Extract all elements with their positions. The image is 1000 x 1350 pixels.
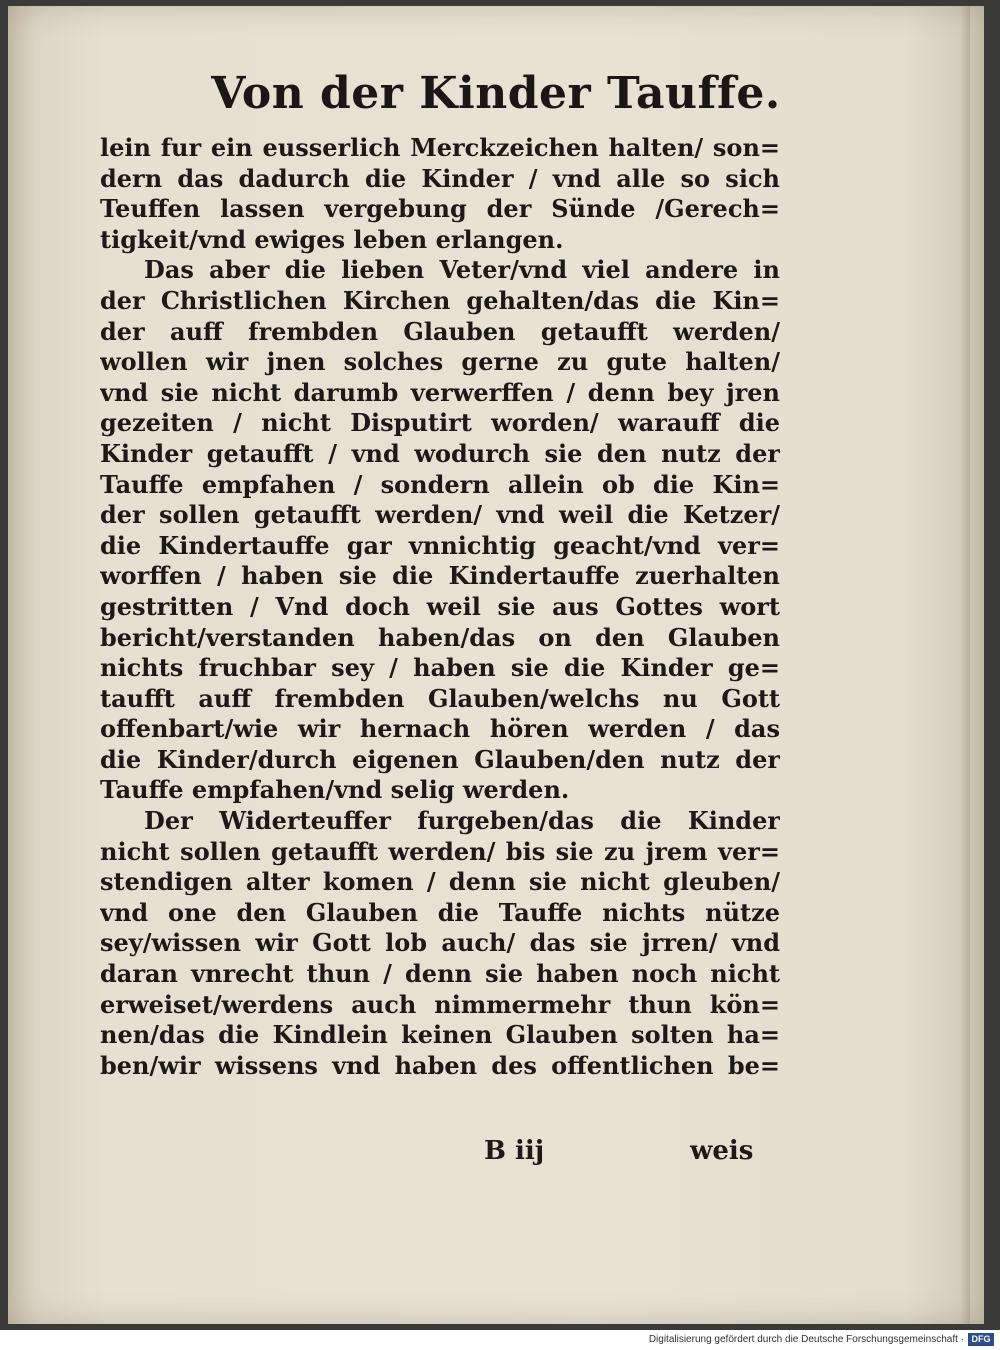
- text-line-14: die Kindertauffe gar vnnichtig geacht/vnd ver=: [100, 530, 780, 560]
- text-line-25: stendigen alter komen / denn sie nicht gleuben/: [100, 867, 780, 897]
- running-header: Von der Kinder Tauffe.: [211, 68, 781, 119]
- text-line-12: Tauffe empfahen / sondern allein ob die Kin=: [100, 469, 780, 499]
- text-line-18: nichts fruchbar sey / haben sie die Kinder ge=: [100, 653, 780, 683]
- page-footer: [8, 1136, 984, 1176]
- text-line-22: Tauffe empfahen/vnd selig werden.: [100, 775, 570, 805]
- text-line-21: die Kinder/durch eigenen Glauben/den nutz der: [100, 744, 780, 774]
- text-line-4: tigkeit/vnd ewiges leben erlangen.: [100, 224, 564, 254]
- text-line-19: taufft auff frembden Glauben/welchs nu Gott: [100, 683, 780, 713]
- text-line-20: offenbart/wie wir hernach hören werden / das: [100, 714, 780, 744]
- dfg-logo: DFG: [968, 1333, 994, 1346]
- text-line-24: nicht sollen getaufft werden/ bis sie zu jrem ver=: [100, 836, 780, 866]
- text-line-11: Kinder getaufft / vnd wodurch sie den nutz der: [100, 438, 780, 468]
- text-line-5: Das aber die lieben Veter/vnd viel andere in: [144, 255, 780, 285]
- text-line-30: nen/das die Kindlein keinen Glauben solten ha=: [100, 1020, 780, 1050]
- text-line-10: gezeiten / nicht Disputirt worden/ warauff die: [100, 408, 780, 438]
- text-line-27: sey/wissen wir Gott lob auch/ das sie jrren/ vnd: [100, 928, 780, 958]
- text-line-3: Teuffen lassen vergebung der Sünde /Gerech=: [100, 194, 780, 224]
- text-line-8: wollen wir jnen solches gerne zu gute halten/: [100, 347, 780, 377]
- credit-bar: [0, 1330, 1000, 1350]
- text-line-9: vnd sie nicht darumb verwerffen / denn bey jren: [100, 377, 780, 407]
- credit-text: Digitalisierung gefördert durch die Deutsche Forschungsgemeinschaft ·: [648, 1334, 964, 1345]
- catchword: weis: [690, 1136, 754, 1166]
- text-line-28: daran vnrecht thun / denn sie haben noch nicht: [100, 959, 780, 989]
- text-line-26: vnd one den Glauben die Tauffe nichts nütze: [100, 897, 780, 927]
- text-line-1: lein fur ein eusserlich Merckzeichen halten/ son=: [100, 133, 780, 162]
- text-line-29: erweiset/werdens auch nimmermehr thun kön=: [100, 989, 780, 1019]
- text-line-2: dern das dadurch die Kinder / vnd alle so sich: [100, 163, 780, 193]
- text-line-13: der sollen getaufft werden/ vnd weil die Ketzer/: [100, 500, 780, 530]
- text-line-31: ben/wir wissens vnd haben des offentlichen be=: [100, 1050, 780, 1080]
- text-line-6: der Christlichen Kirchen gehalten/das die Kin=: [100, 285, 780, 315]
- body-text: [100, 133, 780, 1081]
- text-line-15: worffen / haben sie die Kindertauffe zuerhalten: [100, 561, 780, 591]
- text-line-17: bericht/verstanden haben/das on den Glauben: [100, 622, 780, 652]
- text-line-16: gestritten / Vnd doch weil sie aus Gottes wort: [100, 591, 780, 621]
- text-line-7: der auff frembden Glauben getaufft werden/: [100, 316, 780, 346]
- text-line-23: Der Widerteuffer furgeben/das die Kinder: [144, 806, 780, 836]
- signature-mark: B iij: [484, 1136, 545, 1166]
- book-page: [8, 6, 984, 1324]
